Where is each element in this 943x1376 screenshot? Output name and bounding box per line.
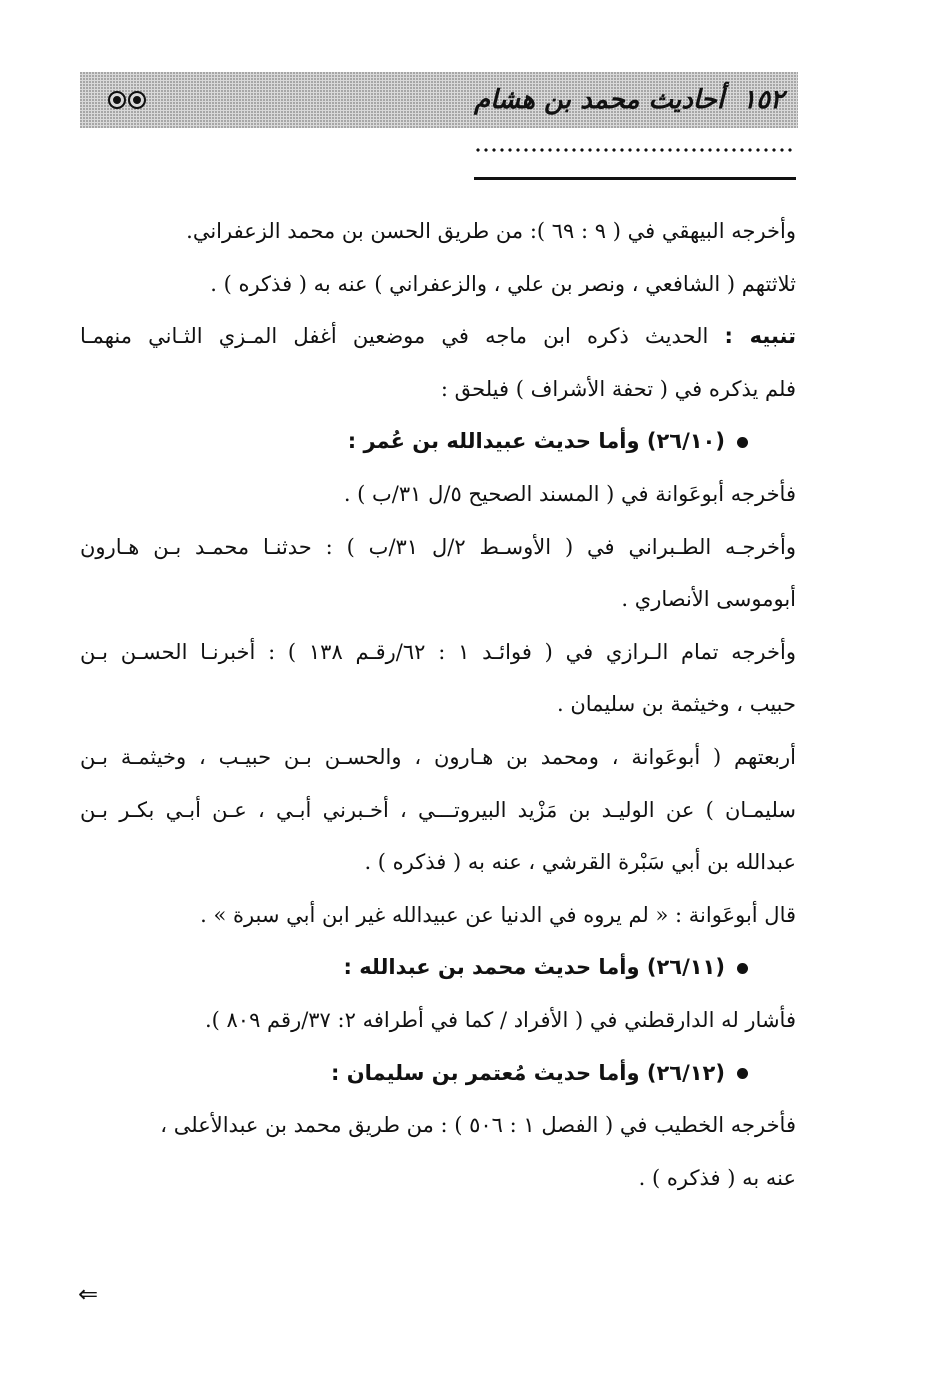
dotted-divider (474, 146, 796, 154)
text-line: فلم يذكره في ( تحفة الأشراف ) فيلحق : (440, 376, 796, 401)
text-line: فأخرجه أبوعَوانة في ( المسند الصحيح ٥/ل ٣١/ب ) . (343, 481, 796, 506)
note-text: الحديث ذكره ابن ماجه في موضعين أغفل المـزي الثـاني منهمـا (80, 324, 709, 349)
section-heading (80, 941, 796, 994)
running-header (80, 72, 798, 128)
text-line: وأخرجه البيهقي في ( ٩ : ٦٩ ): من طريق الحسن بن محمد الزعفراني. (186, 219, 796, 243)
text-line: فأخرجه الخطيب في ( الفصل ١ : ٥٠٦ ) : من طريق محمد بن عبدالأعلى ، (160, 1113, 796, 1138)
ornament-icon (108, 91, 146, 109)
text-line: وأخرجـه الطـبراني في ( الأوسـط ٢/ل ٣١/ب ) : حدثنـا محمـد بـن هـارون (80, 534, 796, 559)
solid-divider (474, 177, 796, 180)
text-line: أربعتهم ( أبوعَوانة ، ومحمد بن هـارون ، والحسـن بـن حبيـب ، وخيثمـة بـن (80, 744, 796, 769)
note-label: تنبيه : (724, 324, 796, 349)
section-heading-text: (٢٦/١١) وأما حديث محمد بن عبدالله : (343, 955, 725, 980)
section-heading-text: (٢٦/١٠) وأما حديث عبيدالله بن عُمر : (347, 429, 725, 454)
text-line: قال أبوعَوانة : « لم يروه في الدنيا عن عبيدالله غير ابن أبي سبرة » . (200, 902, 796, 927)
text-line: سليمـان ) عن الوليـد بن مَزْيد البيروتـــي ، أخـبرني أبـي ، عـن أبـي بكـر بـن (80, 797, 796, 822)
bullet-icon (737, 1068, 748, 1079)
text-line: حبيب ، وخيثمة بن سليمان . (557, 692, 796, 717)
ornament-dot-icon (128, 91, 146, 109)
header-title (474, 85, 784, 115)
note-line (80, 310, 796, 363)
page-body (80, 205, 796, 1204)
text-line: عبدالله بن أبي سَبْرة القرشي ، عنه به ( فذكره ) . (364, 850, 796, 875)
bullet-icon (737, 437, 748, 448)
text-line: عنه به ( فذكره ) . (638, 1165, 796, 1190)
ornament-dot-icon (108, 91, 126, 109)
book-title: أحاديث محمد بن هشام (474, 85, 725, 115)
next-page-arrow-icon: ⇐ (78, 1280, 99, 1308)
page-number: ١٥٢ (742, 85, 784, 115)
text-line: أبوموسى الأنصاري . (621, 587, 796, 612)
text-line: وأخرجه تمام الـرازي في ( فوائـد ١ : ٦٢/رقـم ١٣٨ ) : أخبرنـا الحسـن بـن (80, 639, 796, 664)
text-line: ثلاثتهم ( الشافعي ، ونصر بن علي ، والزعفراني ) عنه به ( فذكره ) . (210, 271, 796, 296)
section-heading (80, 415, 796, 468)
section-heading-text: (٢٦/١٢) وأما حديث مُعتمر بن سليمان : (331, 1060, 725, 1085)
bullet-icon (737, 963, 748, 974)
text-line: فأشار له الدارقطني في ( الأفراد / كما في أطرافه ٢: ٣٧/رقم ٨٠٩ ). (204, 1007, 796, 1032)
section-heading (80, 1047, 796, 1100)
